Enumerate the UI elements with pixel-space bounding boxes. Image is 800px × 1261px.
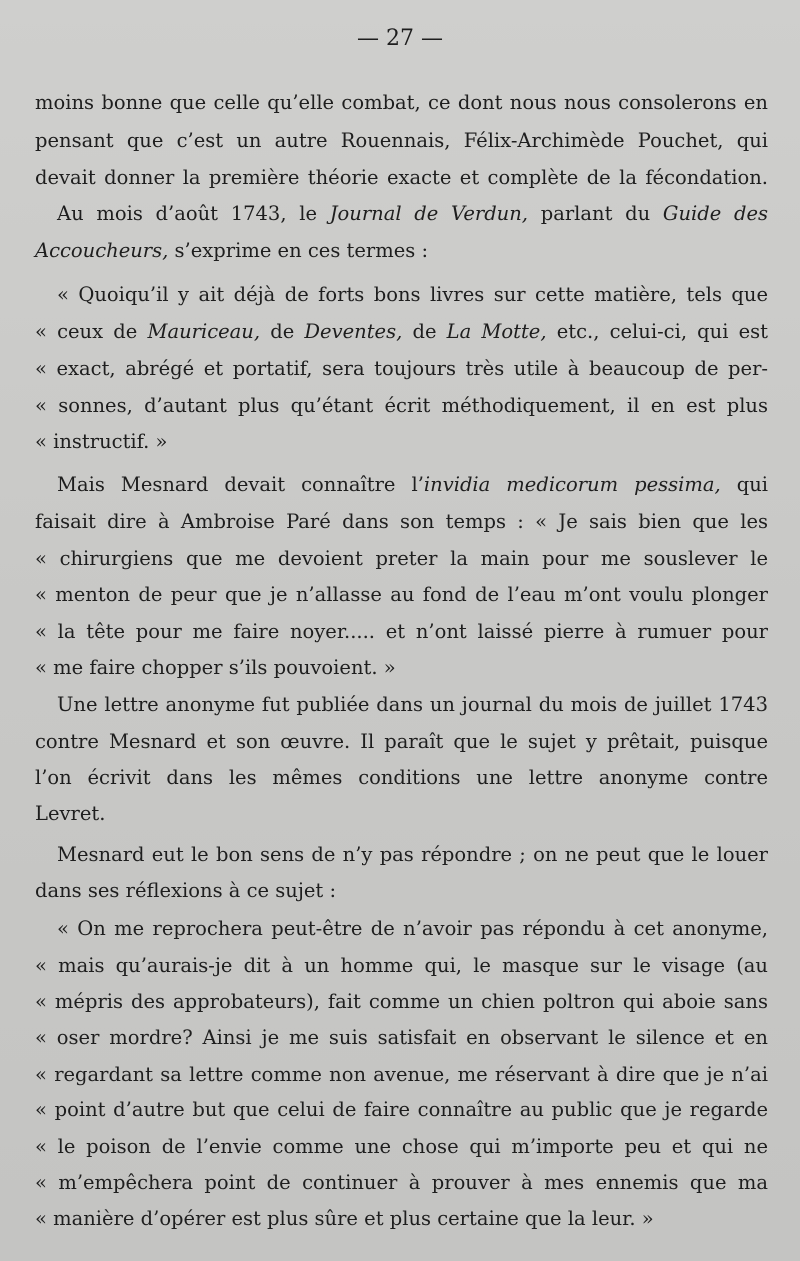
text-line: Mesnard eut le bon sens de n’y pas répondre ; on ne peut que le louer	[57, 843, 768, 866]
text-line: faisait dire à Ambroise Paré dans son temps : « Je sais bien que les	[35, 510, 768, 533]
text-line: « menton de peur que je n’allasse au fond de l’eau m’ont voulu plonger	[35, 583, 768, 606]
text-line: Levret.	[35, 802, 106, 825]
text-line: Accoucheurs, s’exprime en ces termes :	[35, 239, 429, 262]
text-line: moins bonne que celle qu’elle combat, ce dont nous nous consolerons en	[35, 91, 768, 114]
author-name: La Motte,	[446, 320, 547, 343]
text-line: l’on écrivit dans les mêmes conditions une lettre anonyme contre	[35, 766, 768, 789]
text-line: Au mois d’août 1743, le Journal de Verdun, parlant du Guide des	[57, 202, 769, 225]
text-line: « chirurgiens que me devoient preter la main pour me souslever le	[35, 547, 768, 570]
text-line: « manière d’opérer est plus sûre et plus certaine que la leur. »	[35, 1207, 654, 1230]
page-number: — 27 —	[357, 26, 443, 51]
text-line: Mais Mesnard devait connaître l’invidia medicorum pessima, qui	[57, 473, 768, 496]
text-line: « me faire chopper s’ils pouvoient. »	[35, 656, 396, 679]
text-line: « sonnes, d’autant plus qu’étant écrit méthodiquement, il en est plus	[35, 394, 768, 417]
text-line: « On me reprochera peut-être de n’avoir pas répondu à cet anonyme,	[57, 917, 768, 940]
author-name: Mauriceau,	[147, 320, 261, 343]
text-line: Une lettre anonyme fut publiée dans un journal du mois de juillet 1743	[57, 693, 768, 716]
text-line: « la tête pour me faire noyer..... et n’ont laissé pierre à rumuer pour	[35, 620, 768, 643]
latin-phrase: invidia medicorum pessima,	[423, 473, 721, 496]
book-title: Guide des	[662, 202, 769, 225]
text-line: pensant que c’est un autre Rouennais, Félix-Archimède Pouchet, qui	[35, 129, 768, 152]
text-line: « ceux de Mauriceau, de Deventes, de La Motte, etc., celui-ci, qui est	[35, 320, 769, 343]
text-line: « oser mordre? Ainsi je me suis satisfait en observant le silence et en	[35, 1026, 768, 1049]
text-line: « Quoiqu’il y ait déjà de forts bons livres sur cette matière, tels que	[57, 283, 768, 306]
text-line: contre Mesnard et son œuvre. Il paraît que le sujet y prêtait, puisque	[35, 730, 768, 753]
text-line: « exact, abrégé et portatif, sera toujours très utile à beaucoup de per-	[35, 357, 768, 380]
text-line: « le poison de l’envie comme une chose qui m’importe peu et qui ne	[35, 1135, 768, 1158]
text-line: « instructif. »	[35, 430, 168, 453]
text-line: « point d’autre but que celui de faire connaître au public que je regarde	[35, 1098, 768, 1121]
text-line: devait donner la première théorie exacte et complète de la fécondation.	[35, 166, 768, 189]
text-line: « m’empêchera point de continuer à prouver à mes ennemis que ma	[35, 1171, 768, 1194]
author-name: Deventes,	[304, 320, 403, 343]
journal-title: Journal de Verdun,	[329, 202, 528, 225]
text-line: « mais qu’aurais-je dit à un homme qui, le masque sur le visage (au	[35, 954, 768, 977]
book-title: Accoucheurs,	[35, 239, 169, 262]
text-line: dans ses réflexions à ce sujet :	[35, 879, 337, 902]
text-line: « mépris des approbateurs), fait comme un chien poltron qui aboie sans	[35, 990, 768, 1013]
text-line: « regardant sa lettre comme non avenue, me réservant à dire que je n’ai	[35, 1063, 768, 1086]
